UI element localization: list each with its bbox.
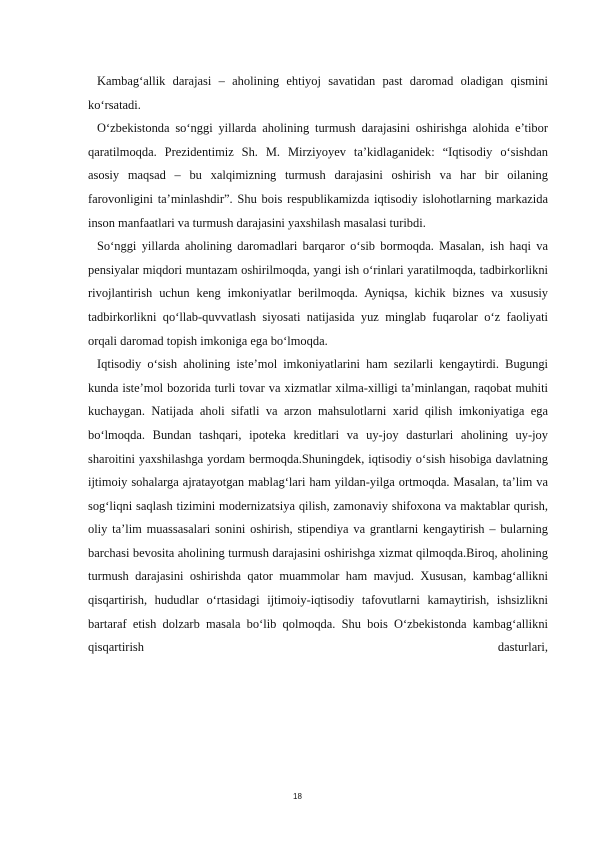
paragraph-poverty-level: Kambag‘allik darajasi – aholining ehtiyoj savatidan past daromad oladigan qismini ko‘rsatadi. [88, 74, 548, 112]
page-number: 18 [293, 792, 302, 801]
paragraph-consumption-opportunities: Iqtisodiy o‘sish aholining iste’mol imkoniyatlarini ham sezilarli kengaytirdi. Bugungi kunda iste’mol bozorida turli tovar va xizmatlar xilma-xilligi ta’minlangan, raqobat muhiti kuchaygan. Natijada aholi sifatli va arzon mahsulotlarni xarid qilish imkoniyatiga ega bo‘lmoqda. Bundan tashqari, ipoteka kreditlari va uy-joy dasturlari aholining uy-joy sharoitini yaxshilashga yordam bermoqda.Shuningdek, iqtisodiy o‘sish hisobiga davlatning ijtimoiy sohalarga ajratayotgan mablag‘lari ham yildan-yilga ortmoqda. Masalan, ta’lim va sog‘liqni saqlash tizimini modernizatsiya qilish, zamonaviy shifoxona va maktablar qurish, oliy ta’lim muassasalari sonini oshirish, stipendiya va grantlarni kengaytirish – bularning barchasi bevosita aholining turmush darajasini oshirishga xizmat qilmoqda.Biroq, aholining turmush darajasini oshirishda qator muammolar ham mavjud. Xususan, kambag‘allikni qisqartirish, hududlar o‘rtasidagi ijtimoiy-iqtisodiy tafovutlarni kamaytirish, ishsizlikni bartaraf etish dolzarb masala bo‘lib qolmoqda. Shu bois O‘zbekistonda kambag‘allikni qisqartirish dasturlari, [88, 357, 548, 655]
paragraph-income-growth: So‘nggi yillarda aholining daromadlari barqaror o‘sib bormoqda. Masalan, ish haqi va pensiyalar miqdori muntazam oshirilmoqda, yangi ish o‘rinlari yaratilmoqda, tadbirkorlikni rivojlantirish uchun keng imkoniyatlar berilmoqda. Ayniqsa, kichik biznes va xususiy tadbirkorlikni qo‘llab-quvvatlash siyosati natijasida yuz minglab fuqarolar o‘z faoliyati orqali daromad topish imkoniga ega bo‘lmoqda. [88, 239, 548, 348]
paragraph-living-standards: O‘zbekistonda so‘nggi yillarda aholining turmush darajasini oshirishga alohida e’tibor qaratilmoqda. Prezidentimiz Sh. M. Mirziyoyev ta’kidlaganidek: “Iqtisodiy o‘sishdan asosiy maqsad – bu xalqimizning turmush darajasini oshirish va har bir oilaning farovonligini ta’minlashdir”. Shu bois respublikamizda iqtisodiy islohotlarning markazida inson manfaatlari va turmush darajasini yaxshilash masalasi turibdi. [88, 121, 548, 230]
document-page [88, 70, 548, 660]
